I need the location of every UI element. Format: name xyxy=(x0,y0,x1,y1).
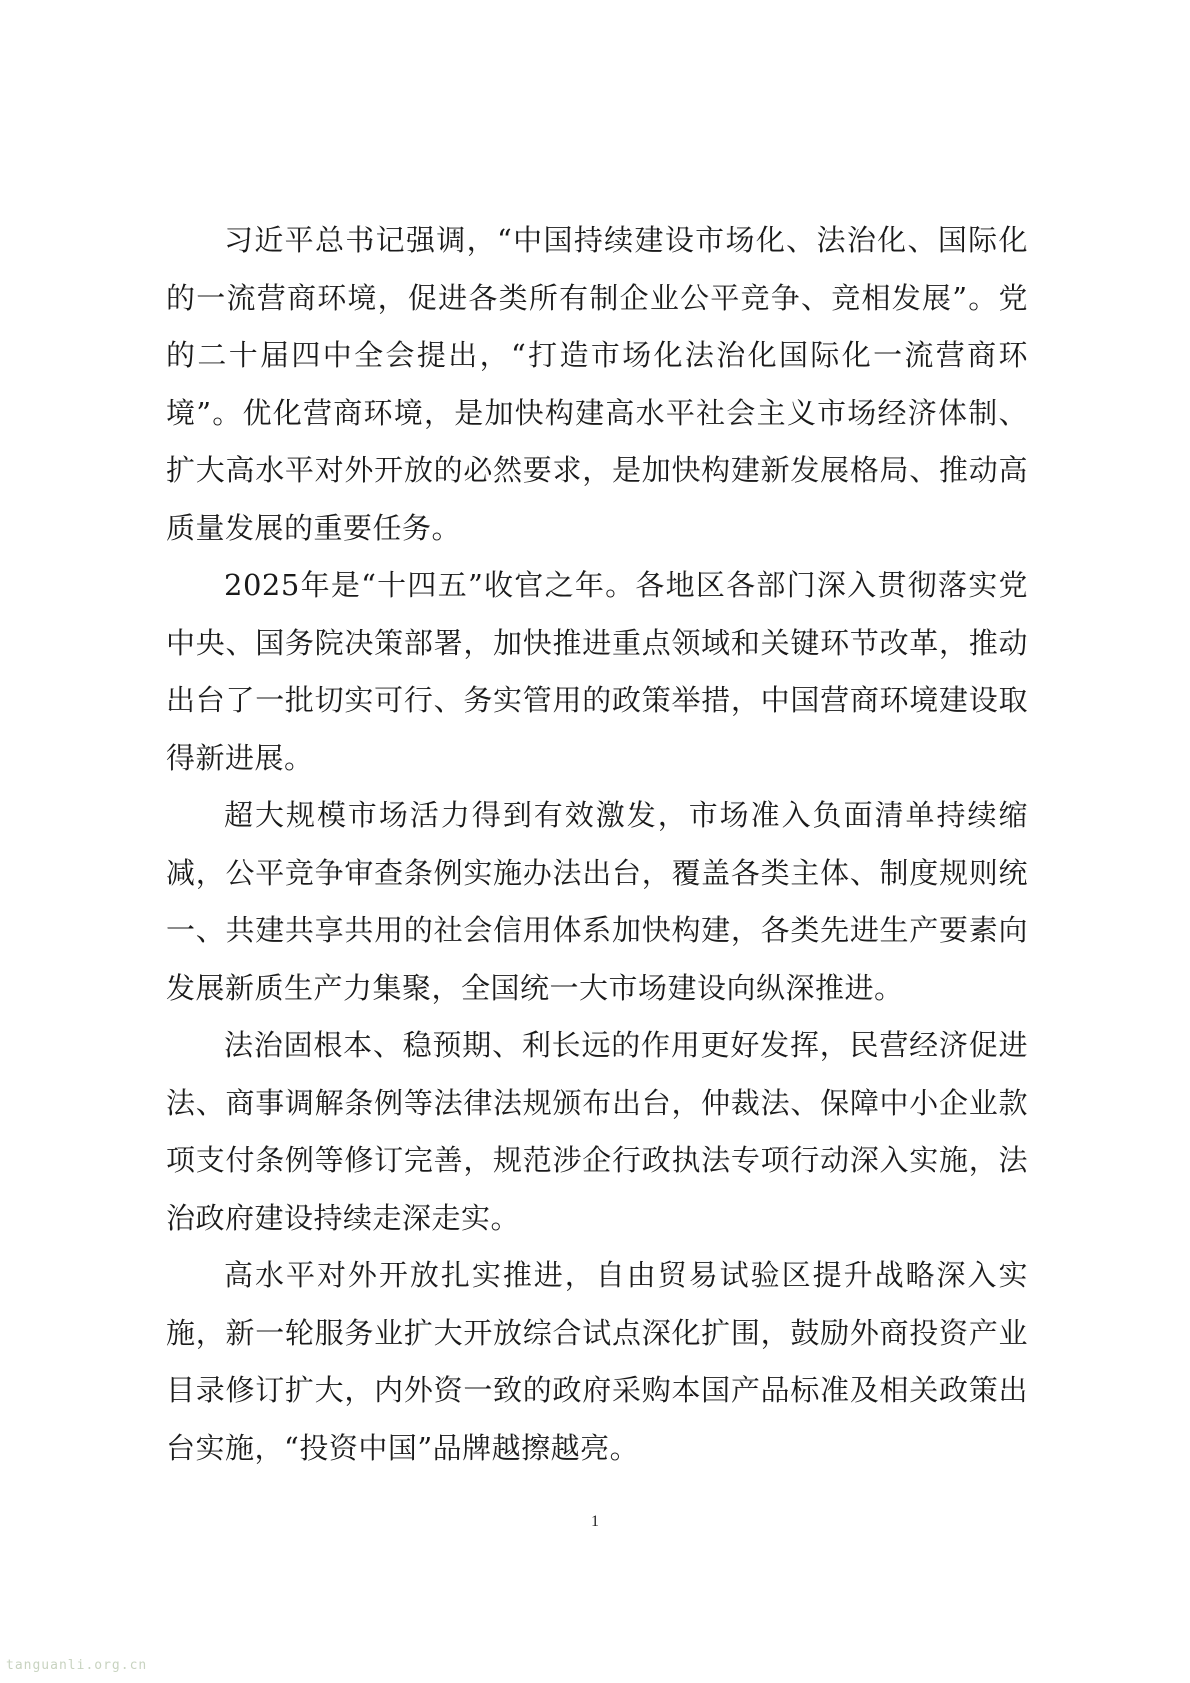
paragraph-5: 高水平对外开放扎实推进，自由贸易试验区提升战略深入实施，新一轮服务业扩大开放综合试点深化扩围，鼓励外商投资产业目录修订扩大，内外资一致的政府采购本国产品标准及相关政策出台实施，“投资中国”品牌越擦越亮。 xyxy=(166,1258,1028,1465)
body-text xyxy=(166,212,1028,1477)
paragraph-2: 2025年是“十四五”收官之年。各地区各部门深入贯彻落实党中央、国务院决策部署，加快推进重点领域和关键环节改革，推动出台了一批切实可行、务实管用的政策举措，中国营商环境建设取得新进展。 xyxy=(166,568,1028,775)
paragraph-1: 习近平总书记强调，“中国持续建设市场化、法治化、国际化的一流营商环境，促进各类所有制企业公平竞争、竞相发展”。党的二十届四中全会提出，“打造市场化法治化国际化一流营商环境”。优化营商环境，是加快构建高水平社会主义市场经济体制、扩大高水平对外开放的必然要求，是加快构建新发展格局、推动高质量发展的重要任务。 xyxy=(166,223,1028,545)
paragraph-3: 超大规模市场活力得到有效激发，市场准入负面清单持续缩减，公平竞争审查条例实施办法出台，覆盖各类主体、制度规则统一、共建共享共用的社会信用体系加快构建，各类先进生产要素向发展新质生产力集聚，全国统一大市场建设向纵深推进。 xyxy=(166,798,1028,1005)
page-number: 1 xyxy=(591,1513,599,1530)
watermark: tanguanli.org.cn xyxy=(6,1658,148,1673)
paragraph-4: 法治固根本、稳预期、利长远的作用更好发挥，民营经济促进法、商事调解条例等法律法规颁布出台，仲裁法、保障中小企业款项支付条例等修订完善，规范涉企行政执法专项行动深入实施，法治政府建设持续走深走实。 xyxy=(166,1028,1028,1235)
